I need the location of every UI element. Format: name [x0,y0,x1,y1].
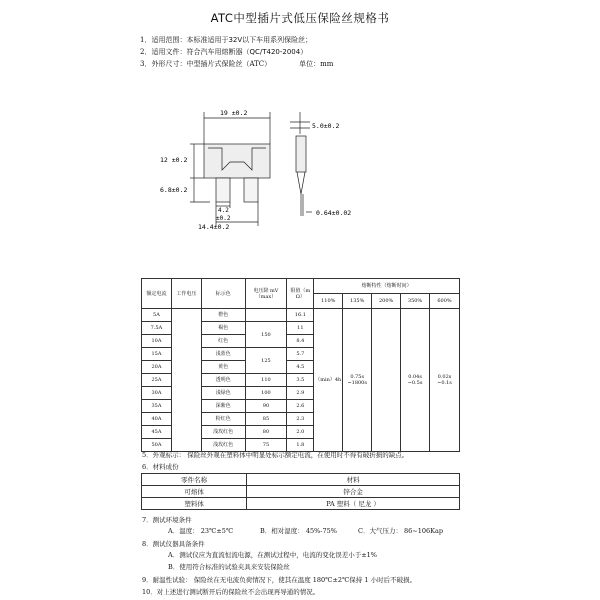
table-cell: 8.4 [287,335,314,348]
table-cell: PA 塑料（ 尼龙 ） [247,498,460,510]
section-5: 5．外观标示： 保险丝外观在塑料体中明显处标示额定电流，在使用时不得有破折损的缺点。 [142,451,409,459]
table-cell: 45A [142,426,172,439]
table-cell [245,309,287,322]
table-cell: 橙色 [201,309,245,322]
table-cell: 2.0 [287,426,314,439]
svg-text:19 ±0.2: 19 ±0.2 [220,109,248,117]
table-cell: 2.6 [287,400,314,413]
table-cell: 150 [245,322,287,348]
table-cell: 5.7 [287,348,314,361]
table-cell: 锌合金 [247,486,460,498]
table-cell: 35A [142,400,172,413]
table-cell: 3.5 [287,374,314,387]
table-cell: 浅玫红色 [201,426,245,439]
table-cell: 50A [142,439,172,452]
table-cell: 5A [142,309,172,322]
header-110: 110% [314,294,343,309]
header-color: 标示色 [201,279,245,309]
section-7c: C．大气压力： 86~106Kap [358,527,444,535]
table-cell: 40A [142,413,172,426]
svg-text:5.0±0.2: 5.0±0.2 [312,122,340,130]
svg-text:14.4±0.2: 14.4±0.2 [198,223,230,231]
table-cell: 塑料体 [142,498,247,510]
section-7a: A．温度： 23℃±5℃ [168,527,234,535]
table-cell: 透明色 [201,374,245,387]
table-cell: 褐色 [201,322,245,335]
table-cell: 75 [245,439,287,452]
table-cell [372,309,401,452]
table-row [142,309,460,322]
svg-text:4.2: 4.2 [218,207,229,214]
section-10: 10．对上述进行测试断开后的保险丝不会出现再导通的情况。 [142,588,320,596]
table-cell: 粉红色 [201,413,245,426]
table-cell: 2.3 [287,413,314,426]
mat-header-material: 材料 [247,474,460,486]
header-rated-current: 额定电流 [142,279,172,309]
header-vdrop: 电压降 mV（max） [245,279,287,309]
svg-text:6.8±0.2: 6.8±0.2 [160,186,188,194]
table-cell: 浅绿色 [201,387,245,400]
table-cell: 4.5 [287,361,314,374]
table-cell: 0.02s ~0.1s [430,309,460,452]
fuse-spec-table [141,278,460,452]
material-table [141,473,460,510]
table-cell: 16.1 [287,309,314,322]
header-350: 350% [401,294,430,309]
table-cell: 可熔体 [142,486,247,498]
table-cell: 90 [245,400,287,413]
table-cell: 10A [142,335,172,348]
fuse-dimension-drawing [160,104,380,234]
table-row [142,498,460,510]
header-voltage: 工作电压 [171,279,201,309]
table-cell: 125 [245,348,287,374]
table-cell: 0.04s ~0.5s [401,309,430,452]
table-cell: 0.75s ~1800s [343,309,372,452]
svg-text:12 ±0.2: 12 ±0.2 [160,156,188,164]
table-cell: 20A [142,361,172,374]
table-cell: 15A [142,348,172,361]
header-resistance: 阻值（m Ω） [287,279,314,309]
table-cell: 110 [245,374,287,387]
page-title: ATC中型插片式低压保险丝规格书 [210,11,390,25]
spec-line-3: 3．外形尺寸：中型插片式保险丝（ATC） 单位：mm [140,60,334,68]
table-cell: 1.8 [287,439,314,452]
table-cell: 80 [245,426,287,439]
header-600: 600% [430,294,460,309]
table-cell [171,309,201,452]
table-row [142,486,460,498]
section-7: 7．测试环境条件 [142,516,192,524]
section-6: 6．材料成份 [142,463,179,471]
table-cell: 2.9 [287,387,314,400]
spec-line-2: 2．适用文件：符合汽车用熔断器（QC/T420-2004） [140,48,308,56]
table-cell: 11 [287,322,314,335]
table-cell: 浅玫红色 [201,439,245,452]
section-8: 8．测试仪器具备条件 [142,540,205,548]
table-cell: 红色 [201,335,245,348]
spec-line-1: 1．适用范围：本标准适用于32V以下车用系列保险丝； [140,36,313,44]
table-cell: 85 [245,413,287,426]
header-fuse-char: 熔断特性（熔断时间） [314,279,460,294]
section-8b: B．使用符合标准的试验夹具来安装保险丝 [168,563,290,571]
table-cell: 深紫色 [201,400,245,413]
mat-header-part: 零件名称 [142,474,247,486]
header-200: 200% [372,294,401,309]
table-cell: 浅蓝色 [201,348,245,361]
section-8a: A．测试仪应为直流恒流电源，在测试过程中，电流的变化误差小于±1% [168,551,377,559]
header-135: 135% [343,294,372,309]
table-cell: 30A [142,387,172,400]
table-cell: 100 [245,387,287,400]
svg-text:0.64±0.02: 0.64±0.02 [316,209,352,217]
table-cell: 7.5A [142,322,172,335]
table-cell: 25A [142,374,172,387]
svg-text:±0.2: ±0.2 [216,215,231,222]
table-cell: （min）4h [314,309,343,452]
table-cell: 黄色 [201,361,245,374]
section-9: 9．耐温性试验： 保险丝在无电流负荷情况下，使其在温度 180℃±2℃保持 1 小时后不破损。 [142,576,417,584]
section-7b: B．相对湿度： 45%-75% [260,527,337,535]
